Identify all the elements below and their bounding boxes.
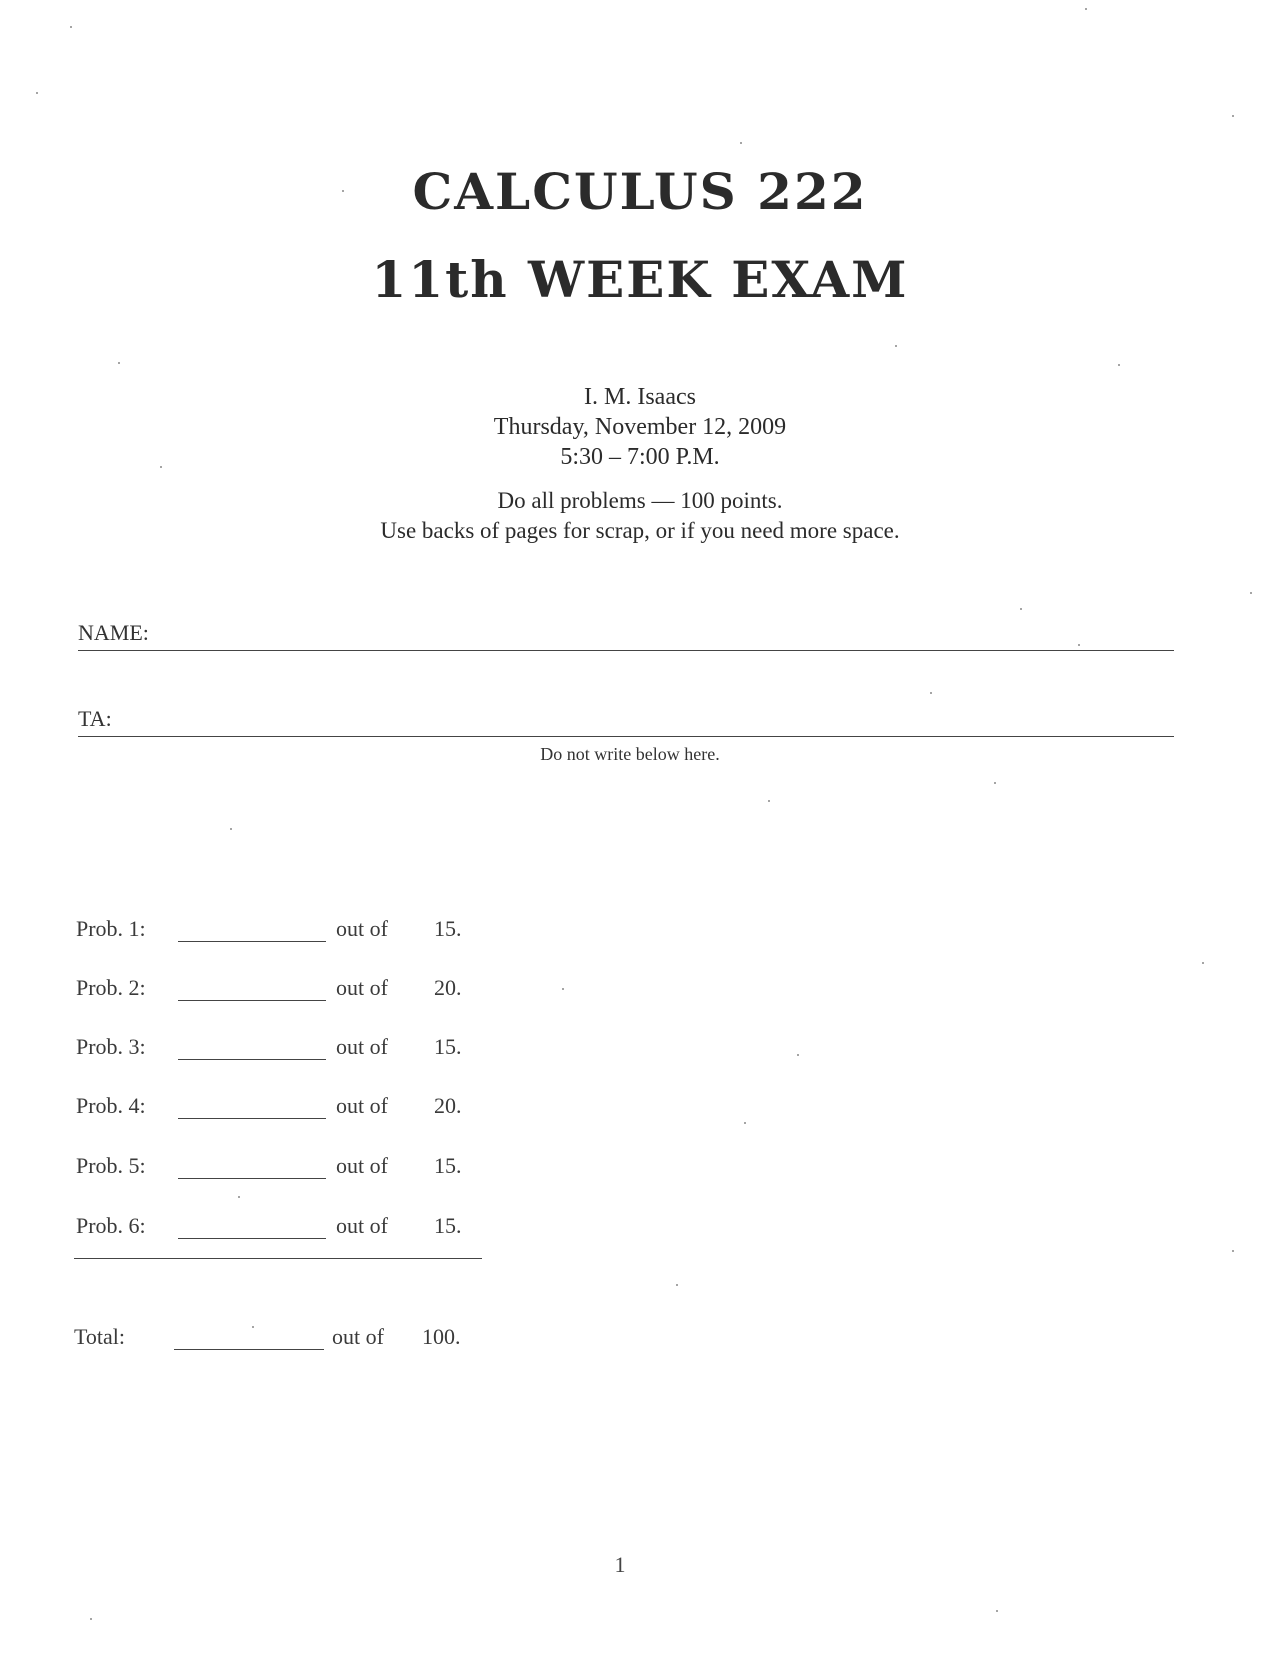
score-blank[interactable] <box>178 1118 326 1119</box>
score-row-prob-3 <box>0 1034 500 1066</box>
scan-speck <box>562 988 564 990</box>
score-blank[interactable] <box>178 1178 326 1179</box>
out-of-text: out of <box>336 975 388 1000</box>
score-blank[interactable] <box>178 1000 326 1001</box>
name-field[interactable] <box>78 650 1174 651</box>
author-name: I. M. Isaacs <box>584 384 696 410</box>
total-divider <box>74 1258 482 1259</box>
scan-speck <box>676 1284 678 1286</box>
out-of-text: out of <box>336 1093 388 1118</box>
score-row-prob-1 <box>0 916 500 948</box>
max-points: 15. <box>434 1213 462 1238</box>
page-number: 1 <box>614 1552 626 1577</box>
score-label: Prob. 1: <box>76 916 146 941</box>
scan-speck <box>994 782 996 784</box>
max-points: 20. <box>434 1093 462 1118</box>
out-of-text: out of <box>336 1213 388 1238</box>
scan-speck <box>1250 592 1252 594</box>
scan-speck <box>238 1196 240 1198</box>
score-row-total <box>0 1324 500 1356</box>
scan-speck <box>1118 364 1120 366</box>
scan-speck <box>1085 8 1087 10</box>
out-of-text: out of <box>332 1324 384 1349</box>
out-of-text: out of <box>336 916 388 941</box>
scan-speck <box>744 1122 746 1124</box>
scan-speck <box>342 190 344 192</box>
max-points: 15. <box>434 1153 462 1178</box>
score-row-prob-4 <box>0 1093 500 1125</box>
scan-speck <box>70 26 72 28</box>
ta-label: TA: <box>78 706 112 731</box>
scan-speck <box>1020 608 1022 610</box>
ta-field[interactable] <box>78 736 1174 737</box>
score-label: Prob. 4: <box>76 1093 146 1118</box>
out-of-text: out of <box>336 1153 388 1178</box>
score-blank[interactable] <box>178 941 326 942</box>
instruction-scrap: Use backs of pages for scrap, or if you need more space. <box>380 518 900 543</box>
scan-speck <box>90 1618 92 1620</box>
name-label: NAME: <box>78 620 149 645</box>
scan-speck <box>160 466 162 468</box>
total-max-points: 100. <box>422 1324 461 1349</box>
out-of-text: out of <box>336 1034 388 1059</box>
scan-speck <box>230 828 232 830</box>
scan-speck <box>996 1610 998 1612</box>
scan-speck <box>797 1054 799 1056</box>
score-blank[interactable] <box>178 1238 326 1239</box>
course-title: CALCULUS 222 <box>412 162 868 221</box>
score-label: Prob. 6: <box>76 1213 146 1238</box>
score-row-prob-2 <box>0 975 500 1007</box>
exam-time: 5:30 – 7:00 P.M. <box>560 444 720 470</box>
instruction-points: Do all problems — 100 points. <box>497 488 783 513</box>
scan-speck <box>118 362 120 364</box>
scan-speck <box>768 800 770 802</box>
exam-title: 11th WEEK EXAM <box>371 250 909 309</box>
max-points: 15. <box>434 916 462 941</box>
score-label: Prob. 2: <box>76 975 146 1000</box>
score-row-prob-5 <box>0 1153 500 1185</box>
scan-speck <box>36 92 38 94</box>
scan-speck <box>1232 115 1234 117</box>
scan-speck <box>1232 1250 1234 1252</box>
total-blank[interactable] <box>174 1349 324 1350</box>
max-points: 20. <box>434 975 462 1000</box>
max-points: 15. <box>434 1034 462 1059</box>
score-label: Prob. 5: <box>76 1153 146 1178</box>
scan-speck <box>252 1326 254 1328</box>
score-label: Prob. 3: <box>76 1034 146 1059</box>
total-label: Total: <box>74 1324 126 1349</box>
scan-speck <box>1078 644 1080 646</box>
score-blank[interactable] <box>178 1059 326 1060</box>
no-write-note: Do not write below here. <box>540 744 720 764</box>
scan-speck <box>740 142 742 144</box>
scan-speck <box>1202 962 1204 964</box>
score-row-prob-6 <box>0 1213 500 1245</box>
scan-speck <box>930 692 932 694</box>
scan-speck <box>895 345 897 347</box>
exam-date: Thursday, November 12, 2009 <box>493 414 787 440</box>
